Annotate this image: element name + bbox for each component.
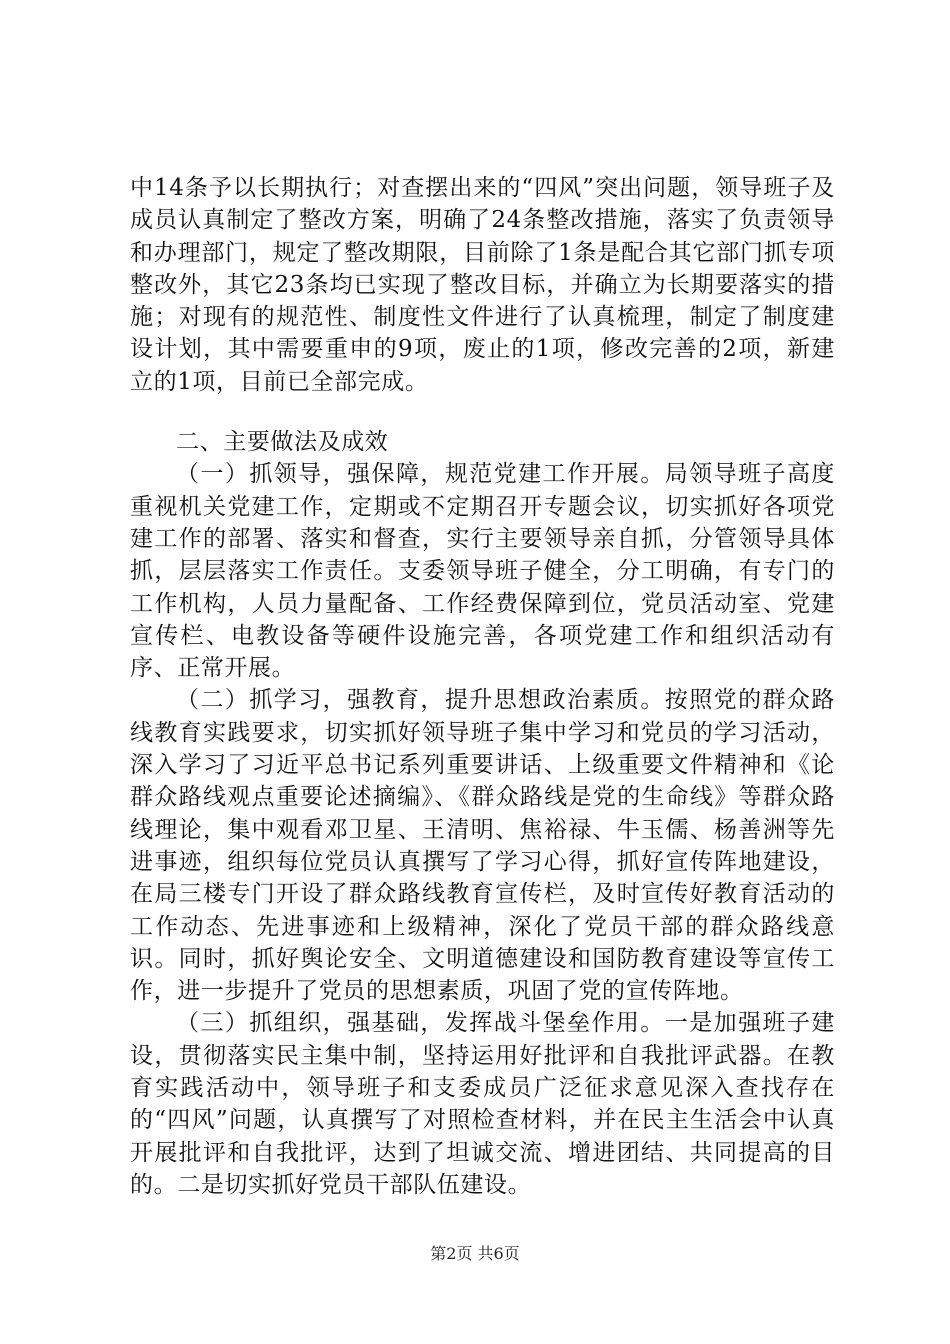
paragraph-study: （二）抓学习，强教育，提升思想政治素质。按照党的群众路线教育实践要求，切实抓好领导班子集中学习和党员的学习活动，深入学习了习近平总书记系列重要讲话、上级重要文件精神和《论群众路线观点重要论述摘编》、《群众路线是党的生命线》等群众路线理论，集中观看邓卫星、王清明、焦裕禄、牛玉儒、杨善洲等先进事迹，组织每位党员认真撰写了学习心得，抓好宣传阵地建设，在局三楼专门开设了群众路线教育宣传栏，及时宣传好教育活动的工作动态、先进事迹和上级精神，深化了党员干部的群众路线意识。同时，抓好舆论安全、文明道德建设和国防教育建设等宣传工作，进一步提升了党员的思想素质，巩固了党的宣传阵地。	[130, 687, 835, 1005]
paragraph-continuation: 中14条予以长期执行；对查摆出来的“四风”突出问题，领导班子及成员认真制定了整改方案，明确了24条整改措施，落实了负责领导和办理部门，规定了整改期限，目前除了1条是配合其它部门抓专项整改外，其它23条均已实现了整改目标，并确立为长期要落实的措施；对现有的规范性、制度性文件进行了认真梳理，制定了制度建设计划，其中需要重申的9项，废止的1项，修改完善的2项，新建立的1项，目前已全部完成。	[130, 175, 835, 395]
page-number-footer: 第2页 共6页	[430, 1244, 520, 1263]
paragraph-leadership: （一）抓领导，强保障，规范党建工作开展。局领导班子高度重视机关党建工作，定期或不定期召开专题会议，切实抓好各项党建工作的部署、落实和督查，实行主要领导亲自抓，分管领导具体抓，层层落实工作责任。支委领导班子健全，分工明确，有专门的工作机构，人员力量配备、工作经费保障到位，党员活动室、党建宣传栏、电教设备等硬件设施完善，各项党建工作和组织活动有序、正常开展。	[130, 461, 835, 682]
document-body	[130, 172, 835, 1201]
paragraph-organization: （三）抓组织，强基础，发挥战斗堡垒作用。一是加强班子建设，贯彻落实民主集中制，坚持运用好批评和自我批评武器。在教育实践活动中，领导班子和支委成员广泛征求意见深入查找存在的“四风”问题，认真撰写了对照检查材料，并在民主生活会中认真开展批评和自我批评，达到了坦诚交流、增进团结、共同提高的目的。二是切实抓好党员干部队伍建设。	[130, 1010, 835, 1198]
section-heading: 二、主要做法及成效	[176, 429, 389, 456]
